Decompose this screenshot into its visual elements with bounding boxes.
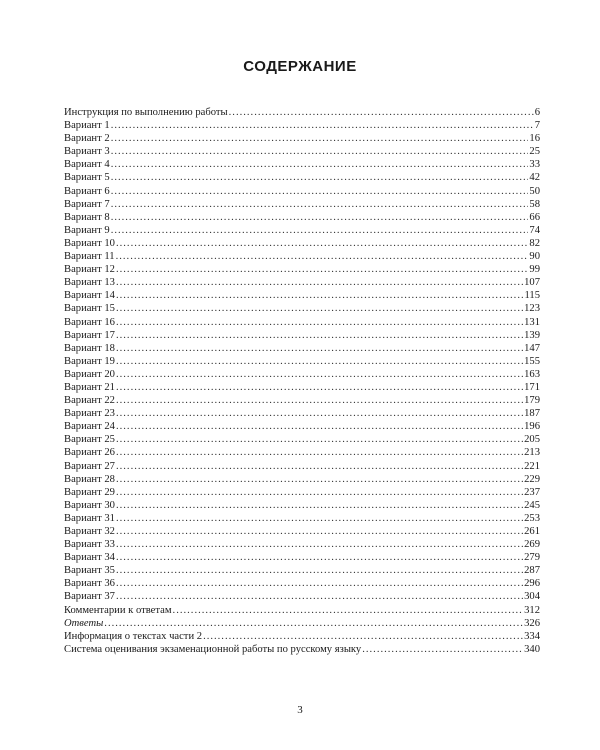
toc-entry — [64, 276, 540, 289]
toc-entry-label: Вариант 25 — [64, 434, 115, 446]
toc-entry-page: 287 — [524, 565, 540, 577]
toc-entry-leader — [116, 289, 524, 302]
toc-entry-label: Вариант 10 — [64, 237, 115, 249]
toc-entry-leader — [116, 237, 528, 250]
toc-entry — [64, 460, 540, 473]
toc-entry-leader — [116, 460, 523, 473]
toc-entry — [64, 420, 540, 433]
toc-entry — [64, 119, 540, 132]
toc-entry-page: 50 — [529, 185, 540, 197]
toc-entry-page: 6 — [534, 107, 540, 118]
toc-entry-leader — [116, 381, 523, 394]
toc-entry-label: Вариант 31 — [64, 512, 115, 524]
toc-entry-leader — [111, 171, 529, 184]
toc-entry-label: Ответы — [64, 617, 104, 629]
toc-entry-label: Вариант 29 — [64, 486, 115, 498]
toc-entry-label: Комментарии к ответам — [64, 604, 172, 616]
toc-entry — [64, 250, 540, 263]
toc-entry-page: 90 — [529, 251, 540, 263]
toc-entry-page: 296 — [524, 578, 540, 590]
toc-entry-page: 74 — [529, 224, 540, 236]
toc-entry — [64, 473, 540, 486]
toc-entry-leader — [111, 132, 529, 145]
toc-entry-page: 16 — [529, 133, 540, 145]
toc-entry-leader — [116, 407, 523, 420]
toc-entry — [64, 486, 540, 499]
toc-entry — [64, 132, 540, 145]
toc-entry-label: Инструкция по выполнению работы — [64, 107, 228, 118]
toc-entry-page: 334 — [524, 630, 540, 642]
toc-entry-page: 7 — [534, 120, 540, 132]
toc-entry-page: 33 — [529, 159, 540, 171]
toc-entry-leader — [116, 263, 528, 276]
toc-entry-page: 205 — [524, 434, 540, 446]
toc-entry-leader — [116, 473, 523, 486]
toc-entry-page: 82 — [529, 237, 540, 249]
toc-entry-leader — [116, 564, 523, 577]
toc-entry-label: Вариант 23 — [64, 408, 115, 420]
toc-entry-page: 147 — [524, 342, 540, 354]
toc-entry-page: 115 — [524, 290, 540, 302]
toc-entry — [64, 407, 540, 420]
toc-entry-label: Вариант 33 — [64, 539, 115, 551]
toc-entry-page: 221 — [524, 460, 540, 472]
toc-entry-leader — [104, 617, 523, 630]
toc-entry — [64, 604, 540, 617]
toc-entry-label: Вариант 5 — [64, 172, 110, 184]
toc-entry-label: Вариант 37 — [64, 591, 115, 603]
toc-entry — [64, 617, 540, 630]
toc-entry-label: Вариант 1 — [64, 120, 110, 132]
toc-entry-label: Вариант 11 — [64, 251, 115, 263]
toc-entry-page: 245 — [524, 499, 540, 511]
toc-entry-label: Вариант 18 — [64, 342, 115, 354]
toc-entry-leader — [116, 590, 523, 603]
toc-entry-label: Вариант 24 — [64, 421, 115, 433]
toc-entry-leader — [116, 551, 523, 564]
toc-entry-page: 66 — [529, 211, 540, 223]
toc-entry — [64, 211, 540, 224]
toc-entry — [64, 368, 540, 381]
toc-entry-leader — [362, 643, 523, 656]
table-of-contents — [64, 106, 540, 656]
toc-entry-page: 229 — [524, 473, 540, 485]
toc-entry-page: 269 — [524, 539, 540, 551]
toc-entry-page: 304 — [524, 591, 540, 603]
toc-entry-label: Вариант 36 — [64, 578, 115, 590]
toc-entry-leader — [116, 577, 523, 590]
toc-entry — [64, 446, 540, 459]
toc-entry-leader — [111, 158, 529, 171]
toc-entry — [64, 433, 540, 446]
toc-entry-page: 107 — [524, 277, 540, 289]
toc-entry — [64, 538, 540, 551]
toc-entry — [64, 564, 540, 577]
toc-entry-leader — [111, 185, 529, 198]
toc-entry-page: 58 — [529, 198, 540, 210]
toc-entry-label: Вариант 2 — [64, 133, 110, 145]
toc-entry-label: Вариант 34 — [64, 552, 115, 564]
toc-entry-page: 123 — [524, 303, 540, 315]
toc-entry — [64, 630, 540, 643]
toc-entry-leader — [203, 630, 523, 643]
toc-entry-leader — [116, 316, 523, 329]
toc-entry-page: 42 — [529, 172, 540, 184]
toc-entry-page: 279 — [524, 552, 540, 564]
page-number: 3 — [297, 704, 303, 716]
toc-entry-leader — [116, 355, 523, 368]
toc-entry-page: 340 — [524, 643, 540, 655]
toc-entry-leader — [111, 198, 529, 211]
toc-entry — [64, 551, 540, 564]
toc-entry-leader — [229, 106, 534, 119]
toc-entry-page: 171 — [524, 381, 540, 393]
toc-entry — [64, 302, 540, 315]
toc-entry-leader — [111, 224, 529, 237]
toc-entry-leader — [116, 512, 523, 525]
toc-entry-leader — [116, 394, 523, 407]
toc-entry — [64, 342, 540, 355]
toc-entry-leader — [116, 368, 523, 381]
toc-entry-page: 139 — [524, 329, 540, 341]
toc-entry-leader — [111, 211, 529, 224]
toc-entry-leader — [116, 420, 523, 433]
toc-entry-label: Вариант 30 — [64, 499, 115, 511]
toc-entry-label: Вариант 9 — [64, 224, 110, 236]
toc-entry — [64, 185, 540, 198]
toc-entry-leader — [116, 525, 523, 538]
toc-entry-label: Вариант 26 — [64, 447, 115, 459]
toc-entry-leader — [111, 119, 534, 132]
toc-entry-page: 196 — [524, 421, 540, 433]
toc-entry-leader — [116, 538, 523, 551]
toc-entry-label: Вариант 28 — [64, 473, 115, 485]
toc-entry-leader — [116, 329, 523, 342]
toc-entry-page: 312 — [524, 604, 540, 616]
toc-entry-page: 179 — [524, 395, 540, 407]
toc-entry-label: Вариант 3 — [64, 146, 110, 158]
toc-entry-leader — [116, 499, 523, 512]
toc-entry-label: Вариант 14 — [64, 290, 115, 302]
toc-entry-label: Вариант 19 — [64, 355, 115, 367]
toc-entry-page: 237 — [524, 486, 540, 498]
toc-entry-page: 261 — [524, 526, 540, 537]
toc-entry — [64, 198, 540, 211]
toc-entry-leader — [116, 433, 523, 446]
toc-entry-page: 155 — [524, 355, 540, 367]
toc-entry — [64, 263, 540, 276]
toc-entry — [64, 316, 540, 329]
toc-entry — [64, 355, 540, 368]
toc-entry-label: Вариант 13 — [64, 277, 115, 289]
toc-entry-page: 25 — [529, 146, 540, 158]
toc-entry-page: 213 — [524, 447, 540, 459]
toc-entry-page: 187 — [524, 408, 540, 420]
toc-entry-leader — [116, 250, 529, 263]
toc-entry-leader — [111, 145, 529, 158]
toc-entry-label: Вариант 8 — [64, 211, 110, 223]
page-title: СОДЕРЖАНИЕ — [243, 58, 357, 76]
toc-entry-label: Вариант 7 — [64, 198, 110, 210]
toc-entry — [64, 643, 540, 656]
toc-entry — [64, 329, 540, 342]
toc-entry — [64, 577, 540, 590]
toc-entry — [64, 145, 540, 158]
toc-entry — [64, 394, 540, 407]
toc-entry-leader — [116, 446, 523, 459]
toc-entry-label: Вариант 21 — [64, 381, 115, 393]
toc-entry-label: Вариант 12 — [64, 264, 115, 276]
toc-entry-label: Вариант 32 — [64, 526, 115, 537]
toc-entry — [64, 590, 540, 603]
toc-entry-leader — [173, 604, 524, 617]
toc-entry — [64, 237, 540, 250]
toc-entry — [64, 525, 540, 538]
toc-entry-label: Вариант 22 — [64, 395, 115, 407]
toc-entry-page: 163 — [524, 368, 540, 380]
toc-entry-leader — [116, 486, 523, 499]
toc-entry-page: 99 — [529, 264, 540, 276]
toc-entry-leader — [116, 342, 523, 355]
toc-entry-leader — [116, 276, 523, 289]
toc-entry-label: Информация о текстах части 2 — [64, 630, 203, 642]
toc-entry-label: Вариант 27 — [64, 460, 115, 472]
toc-entry-label: Вариант 4 — [64, 159, 110, 171]
toc-entry-page: 326 — [524, 617, 540, 629]
toc-entry — [64, 289, 540, 302]
toc-entry — [64, 171, 540, 184]
toc-entry-label: Вариант 15 — [64, 303, 115, 315]
toc-entry — [64, 381, 540, 394]
toc-entry — [64, 224, 540, 237]
toc-entry-page: 131 — [524, 316, 540, 328]
toc-entry-label: Вариант 35 — [64, 565, 115, 577]
toc-entry-label: Вариант 6 — [64, 185, 110, 197]
toc-entry-page: 253 — [524, 512, 540, 524]
toc-entry — [64, 512, 540, 525]
toc-entry-leader — [116, 302, 523, 315]
toc-entry — [64, 106, 540, 119]
toc-entry-label: Система оценивания экзаменационной работы по русскому языку — [64, 643, 362, 655]
toc-entry-label: Вариант 16 — [64, 316, 115, 328]
toc-entry — [64, 499, 540, 512]
toc-entry — [64, 158, 540, 171]
toc-entry-label: Вариант 20 — [64, 368, 115, 380]
toc-entry-label: Вариант 17 — [64, 329, 115, 341]
